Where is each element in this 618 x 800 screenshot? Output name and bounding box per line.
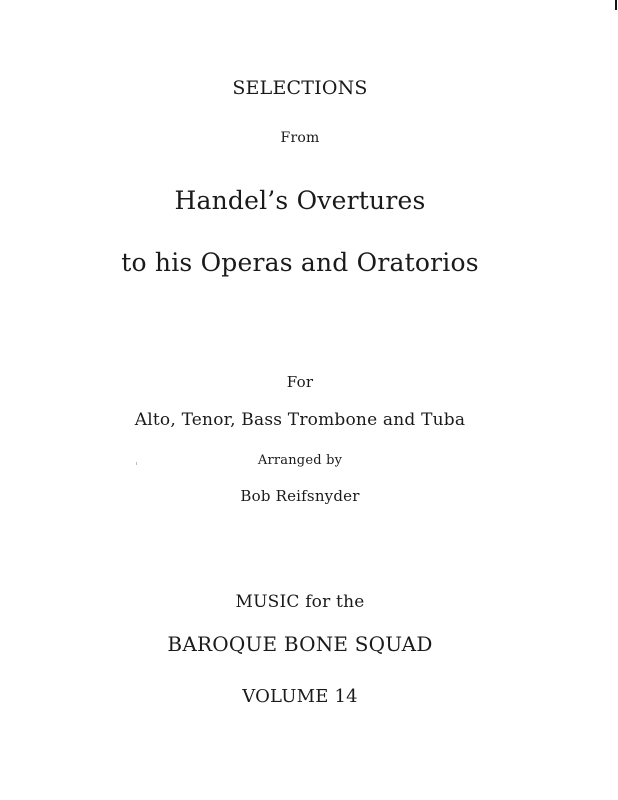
title-line-1: Handel’s Overtures [174, 186, 426, 215]
from-label: From [280, 130, 320, 146]
selections-heading: SELECTIONS [232, 77, 368, 99]
series-prefix: MUSIC for the [235, 592, 365, 612]
series-name: BAROQUE BONE SQUAD [167, 632, 433, 656]
scan-edge-mark [615, 0, 617, 10]
arranger-name: Bob Reifsnyder [240, 487, 360, 505]
instrumentation: Alto, Tenor, Bass Trombone and Tuba [134, 410, 466, 430]
title-line-2: to his Operas and Oratorios [121, 248, 479, 277]
arranged-by-label: Arranged by [257, 453, 343, 468]
for-label: For [286, 373, 314, 391]
volume-label: VOLUME 14 [242, 686, 358, 707]
